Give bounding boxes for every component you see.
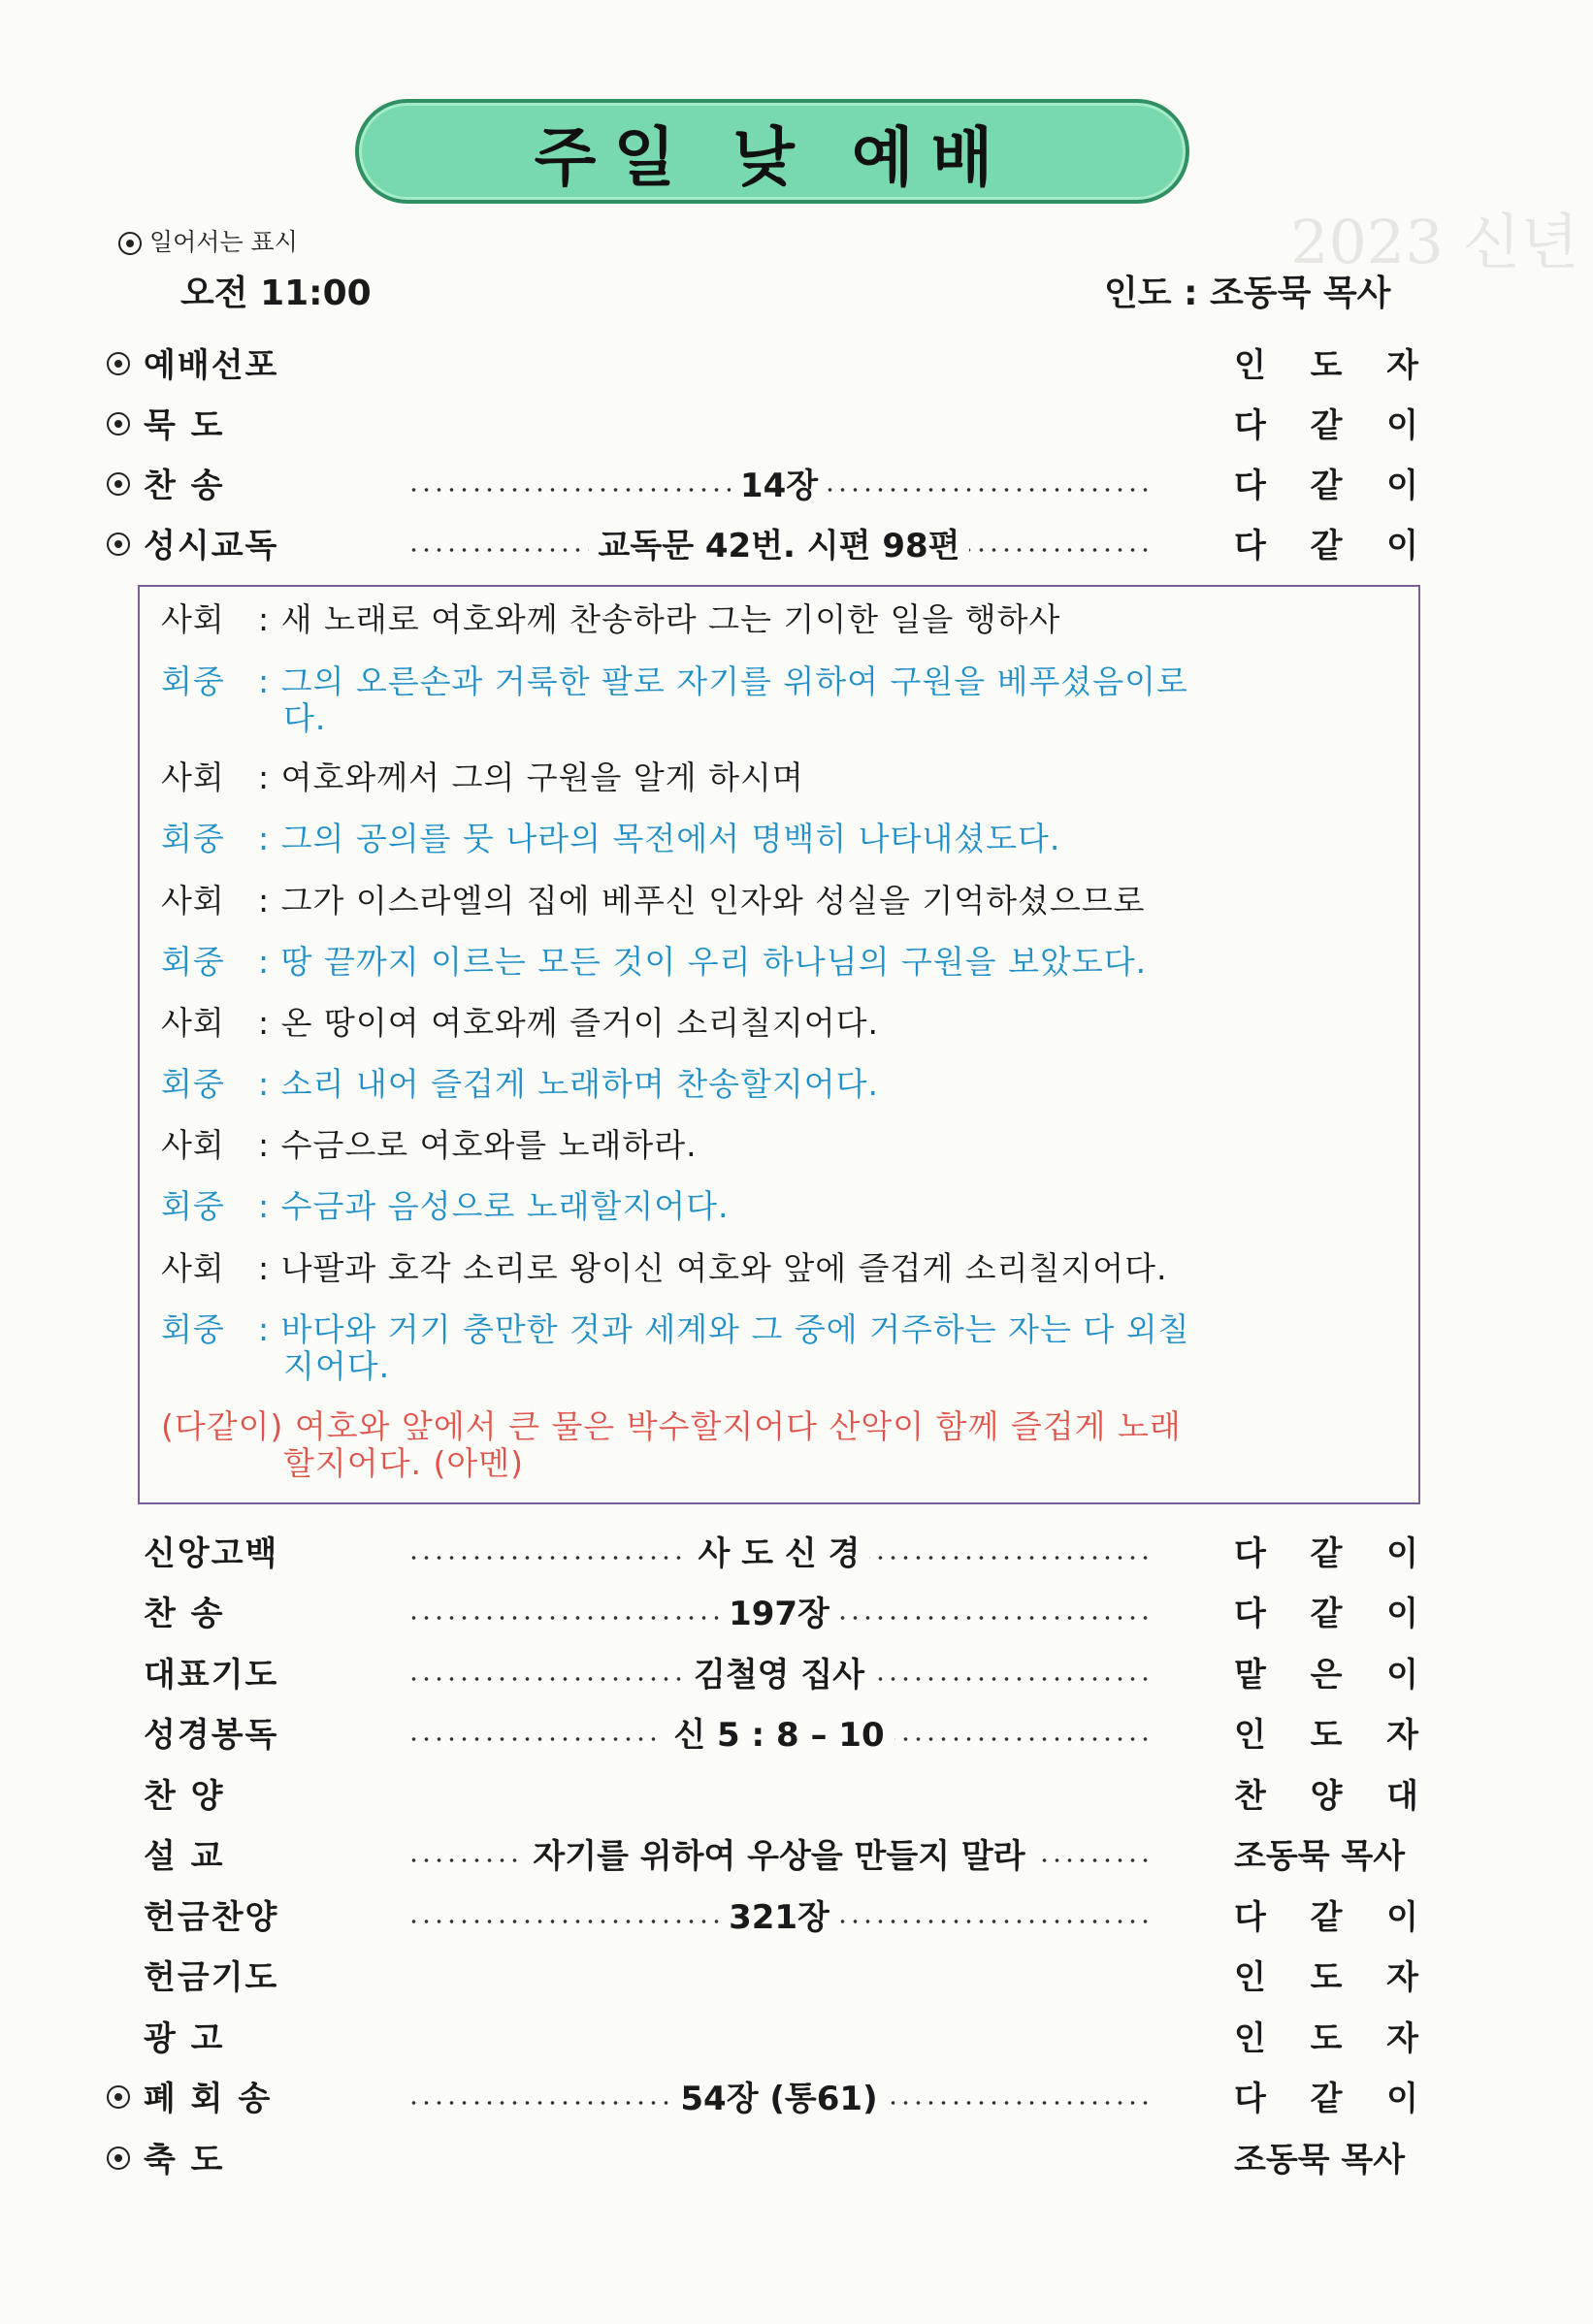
standing-cell — [107, 342, 144, 381]
standing-legend — [118, 223, 298, 258]
reading-text-continued: 다. — [283, 699, 327, 737]
order-item-responsible — [1234, 1769, 1418, 1817]
order-item-responsible — [1234, 1829, 1418, 1877]
reading-colon: : — [258, 759, 281, 796]
responsible-char: 다 — [1234, 2080, 1266, 2118]
standing-cell — [107, 463, 144, 501]
reading-colon: : — [258, 1004, 281, 1042]
dotted-leader — [407, 459, 1151, 506]
responsible-char: 다 — [1234, 526, 1266, 565]
order-item-detail: 14장 — [731, 459, 828, 506]
reading-line-people — [161, 1188, 1403, 1225]
order-row — [107, 2129, 1446, 2183]
responsible-char: 같 — [1310, 1533, 1343, 1573]
order-item-name: 헌금찬양 — [144, 1897, 279, 1937]
standing-cell — [107, 2137, 144, 2176]
standing-mark-icon — [107, 2085, 130, 2109]
reading-speaker: 사회 — [161, 1126, 225, 1164]
order-item-name: 헌금기도 — [144, 1958, 279, 1997]
responsible-char: 자 — [1386, 1716, 1418, 1755]
responsible-char: 이 — [1386, 2080, 1418, 2118]
responsible-char: 도 — [1310, 1958, 1343, 1997]
responsible-char: 맡 — [1234, 1655, 1266, 1695]
order-item-name: 성시교독 — [144, 526, 279, 565]
responsible-char: 이 — [1386, 1897, 1418, 1937]
reading-line-all — [161, 1408, 1403, 1482]
responsible-char: 같 — [1310, 526, 1343, 565]
order-item-responsible — [1234, 1708, 1418, 1756]
order-item-name: 설 교 — [144, 1837, 225, 1876]
order-item-name: 신앙고백 — [144, 1533, 279, 1573]
reading-colon: : — [258, 1065, 281, 1103]
order-item-detail: 321장 — [719, 1890, 839, 1938]
order-item-responsible — [1234, 459, 1418, 506]
order-row — [107, 2008, 1446, 2062]
reading-line-people — [161, 944, 1403, 981]
order-item-detail: 신 5 : 8 – 10 — [664, 1708, 894, 1756]
service-time: 오전 11:00 — [180, 274, 372, 313]
order-item-responsible — [1234, 2072, 1418, 2119]
reading-line-leader — [161, 1250, 1403, 1287]
reading-text: 새 노래로 여호와께 찬송하라 그는 기이한 일을 행하사 — [280, 600, 1061, 638]
dotted-leader — [407, 519, 1151, 566]
dotted-leader — [407, 1829, 1151, 1877]
standing-mark-icon — [107, 2146, 130, 2170]
responsible-char: 다 — [1234, 466, 1266, 505]
reading-colon: : — [258, 882, 281, 920]
responsible-char: 이 — [1386, 526, 1418, 565]
responsible-char: 자 — [1386, 1958, 1418, 1997]
reading-speaker: 사회 — [161, 600, 225, 638]
responsible-char: 같 — [1310, 405, 1343, 445]
order-item-responsible — [1234, 1648, 1418, 1695]
standing-mark-icon — [107, 472, 130, 496]
responsible-char: 같 — [1310, 466, 1343, 505]
dotted-leader — [407, 1587, 1151, 1634]
reading-text: 땅 끝까지 이르는 모든 것이 우리 하나님의 구원을 보았도다. — [280, 943, 1148, 981]
reading-speaker: 사회 — [161, 1249, 225, 1287]
order-row — [107, 1948, 1446, 2002]
responsible-char: 인 — [1234, 2018, 1266, 2058]
reading-speaker: 회중 — [161, 1065, 225, 1103]
legend-text: 일어서는 표시 — [149, 228, 298, 256]
standing-cell — [107, 2077, 144, 2115]
responsible-char: 은 — [1310, 1655, 1343, 1695]
reading-text: 그의 오른손과 거룩한 팔로 자기를 위하여 구원을 베푸셨음이로 — [280, 662, 1188, 700]
order-row — [107, 2069, 1446, 2123]
reading-colon: : — [258, 662, 281, 700]
reading-speaker: 회중 — [161, 1187, 225, 1225]
reading-line-people — [161, 1311, 1403, 1385]
order-item-detail: 교독문 42번. 시편 98편 — [589, 519, 970, 566]
standing-mark-icon — [107, 412, 130, 436]
reading-text: 여호와께서 그의 구원을 알게 하시며 — [280, 759, 804, 796]
order-row — [107, 1765, 1446, 1820]
responsible-char: 조동묵 목사 — [1234, 2140, 1406, 2179]
responsible-char: 도 — [1310, 1716, 1343, 1755]
reading-line-people — [161, 1066, 1403, 1103]
order-item-responsible — [1234, 399, 1418, 446]
reading-text: 여호와 앞에서 큰 물은 박수할지어다 산악이 함께 즐겁게 노래 — [294, 1407, 1182, 1445]
standing-mark-icon — [107, 352, 130, 375]
dotted-leader — [407, 1708, 1151, 1756]
order-item-name: 예배선포 — [144, 345, 279, 385]
order-row — [107, 1644, 1446, 1698]
order-row — [107, 335, 1446, 389]
dotted-leader — [407, 1527, 1151, 1574]
reading-text-continued: 할지어다. (아멘) — [283, 1444, 524, 1482]
order-item-name: 찬 양 — [144, 1776, 225, 1816]
responsible-char: 인 — [1234, 345, 1266, 385]
reading-text: 소리 내어 즐겁게 노래하며 찬송할지어다. — [280, 1065, 879, 1103]
order-item-responsible — [1234, 339, 1418, 386]
responsible-char: 도 — [1310, 2018, 1343, 2058]
reading-colon: : — [258, 1126, 281, 1164]
order-item-responsible — [1234, 2012, 1418, 2059]
dotted-leader — [407, 2072, 1151, 2119]
reading-text-continued: 지어다. — [283, 1347, 391, 1385]
order-row — [107, 395, 1446, 449]
order-item-responsible — [1234, 2133, 1418, 2180]
responsible-char: 다 — [1234, 1595, 1266, 1633]
reading-colon: : — [258, 1249, 281, 1287]
dotted-leader — [407, 1648, 1151, 1695]
order-row — [107, 1826, 1446, 1881]
responsible-char: 인 — [1234, 1716, 1266, 1755]
order-item-responsible — [1234, 519, 1418, 566]
order-item-detail: 197장 — [719, 1587, 839, 1634]
responsible-char: 이 — [1386, 1595, 1418, 1633]
reading-text: 그가 이스라엘의 집에 베푸신 인자와 성실을 기억하셨으므로 — [280, 882, 1146, 920]
reading-colon: : — [258, 820, 281, 857]
reading-line-leader — [161, 759, 1403, 796]
reading-colon: : — [258, 943, 281, 981]
responsible-char: 이 — [1386, 1655, 1418, 1695]
reading-text: 수금으로 여호와를 노래하라. — [280, 1126, 698, 1164]
order-row — [107, 1705, 1446, 1759]
responsible-char: 다 — [1234, 405, 1266, 445]
order-item-name: 찬 송 — [144, 466, 225, 505]
responsible-char: 같 — [1310, 1595, 1343, 1633]
reading-line-people — [161, 821, 1403, 857]
order-item-name: 축 도 — [144, 2140, 225, 2179]
reading-speaker: (다같이) — [161, 1407, 284, 1445]
order-row — [107, 1887, 1446, 1941]
order-item-detail: 사 도 신 경 — [689, 1527, 870, 1574]
order-item-name: 찬 송 — [144, 1595, 225, 1633]
reading-speaker: 회중 — [161, 1310, 225, 1348]
responsible-char: 다 — [1234, 1533, 1266, 1573]
order-row — [107, 515, 1446, 569]
reading-speaker: 사회 — [161, 882, 225, 920]
bleed-through-text: 2023 신년 — [1290, 207, 1579, 277]
responsible-char: 찬 — [1234, 1776, 1266, 1816]
responsible-char: 인 — [1234, 1958, 1266, 1997]
reading-text: 나팔과 호각 소리로 왕이신 여호와 앞에 즐겁게 소리칠지어다. — [280, 1249, 1168, 1287]
reading-speaker: 회중 — [161, 820, 225, 857]
responsible-char: 대 — [1386, 1776, 1418, 1816]
order-item-responsible — [1234, 1587, 1418, 1634]
reading-colon: : — [258, 600, 281, 638]
responsible-char: 다 — [1234, 1897, 1266, 1937]
order-item-name: 대표기도 — [144, 1655, 279, 1695]
order-row — [107, 1584, 1446, 1638]
order-item-name: 폐 회 송 — [144, 2080, 273, 2118]
responsible-char: 도 — [1310, 345, 1343, 385]
reading-text: 수금과 음성으로 노래할지어다. — [280, 1187, 730, 1225]
responsible-char: 자 — [1386, 2018, 1418, 2058]
standing-cell — [107, 523, 144, 562]
responsible-char: 같 — [1310, 2080, 1343, 2118]
reading-line-leader — [161, 1127, 1403, 1164]
reading-line-people — [161, 663, 1403, 737]
standing-mark-icon — [107, 533, 130, 556]
reading-text: 바다와 거기 충만한 것과 세계와 그 중에 거주하는 자는 다 외칠 — [280, 1310, 1190, 1348]
responsible-char: 이 — [1386, 1533, 1418, 1573]
responsible-char: 자 — [1386, 345, 1418, 385]
reading-speaker: 사회 — [161, 1004, 225, 1042]
reading-text: 온 땅이여 여호와께 즐거이 소리칠지어다. — [280, 1004, 879, 1042]
order-item-responsible — [1234, 1527, 1418, 1574]
responsible-char: 이 — [1386, 405, 1418, 445]
order-item-detail: 54장 (통61) — [670, 2072, 887, 2119]
reading-line-leader — [161, 1005, 1403, 1042]
reading-line-leader — [161, 883, 1403, 920]
reading-colon: : — [258, 1187, 281, 1225]
service-leader: 인도 : 조동묵 목사 — [1104, 274, 1391, 313]
order-item-responsible — [1234, 1890, 1418, 1938]
order-item-name: 묵 도 — [144, 405, 225, 445]
order-row — [107, 1523, 1446, 1577]
reading-speaker: 사회 — [161, 759, 225, 796]
responsible-char: 양 — [1310, 1776, 1343, 1816]
reading-text: 그의 공의를 뭇 나라의 목전에서 명백히 나타내셨도다. — [280, 820, 1061, 857]
reading-speaker: 회중 — [161, 943, 225, 981]
order-item-detail: 김철영 집사 — [684, 1648, 874, 1695]
standing-cell — [107, 403, 144, 441]
title-banner — [355, 99, 1189, 204]
order-item-name: 성경봉독 — [144, 1716, 279, 1755]
page-title: 주일 낮 예배 — [534, 119, 1011, 195]
reading-colon: : — [258, 1310, 281, 1348]
reading-line-leader — [161, 601, 1403, 638]
order-item-name: 광 고 — [144, 2018, 225, 2058]
responsible-char: 조동묵 목사 — [1234, 1837, 1406, 1876]
responsible-char: 같 — [1310, 1897, 1343, 1937]
dotted-leader — [407, 1890, 1151, 1938]
order-item-responsible — [1234, 1951, 1418, 1998]
reading-speaker: 회중 — [161, 662, 225, 700]
order-row — [107, 455, 1446, 509]
responsible-char: 이 — [1386, 466, 1418, 505]
standing-mark-icon — [118, 232, 142, 255]
order-item-detail: 자기를 위하여 우상을 만들지 말라 — [523, 1829, 1034, 1877]
